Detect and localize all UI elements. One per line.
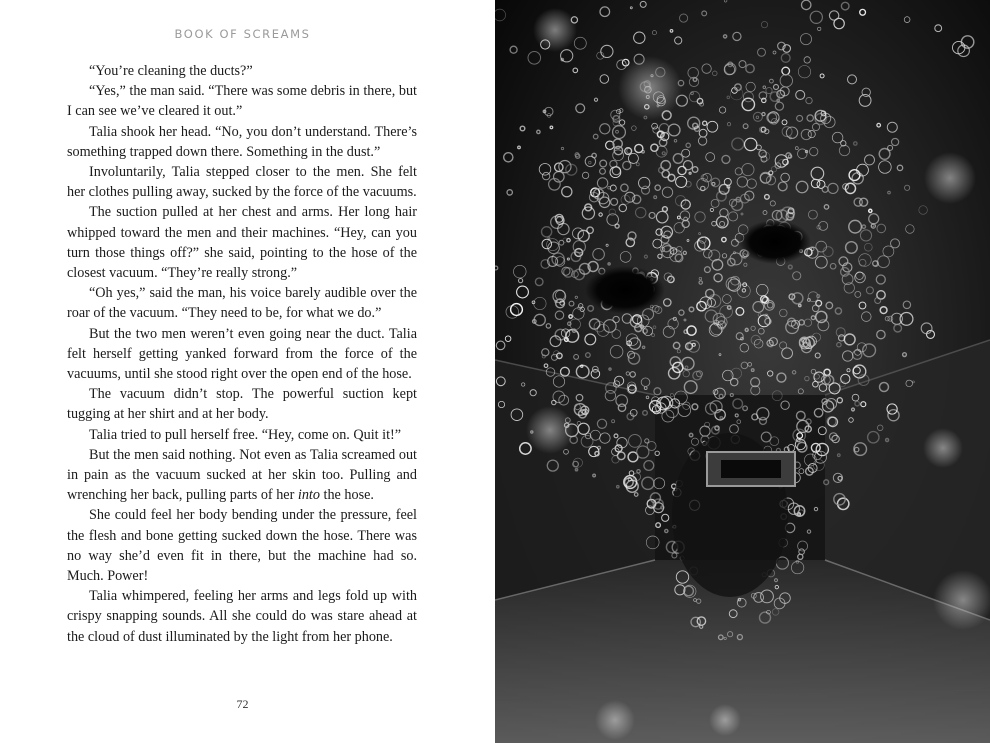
paragraph-text: “Oh yes,” said the man, his voice barely audible over the roar of the vacuum. “They need to be, for what we do.” — [67, 285, 417, 322]
page-number: 72 — [236, 697, 249, 711]
paragraph — [67, 162, 417, 202]
italic-emphasis: into — [297, 487, 320, 504]
bokeh-light — [595, 700, 635, 740]
paragraph-text: Talia tried to pull herself free. “Hey, come on. Quit it!” — [89, 426, 402, 443]
paragraph-text: The vacuum didn’t stop. The powerful suction kept tugging at her shirt and at her body. — [67, 386, 417, 423]
paragraph-text: But the two men weren’t even going near the duct. Talia felt herself getting yanked forward from the force of the vacuums, until she stood right over the open end of the hose. — [67, 325, 417, 383]
paragraph — [67, 122, 417, 162]
paragraph — [67, 425, 417, 445]
body-text — [67, 61, 417, 647]
paragraph-text: Talia whimpered, feeling her arms and legs fold up with crispy snapping sounds. All she could do was stare ahead at the cloud of dust illuminated by the light from her phone. — [67, 588, 417, 645]
paragraph — [67, 586, 417, 647]
running-head: BOOK OF SCREAMS — [174, 27, 311, 41]
paragraph — [67, 81, 417, 121]
paragraph — [67, 445, 417, 506]
paragraph-text: The suction pulled at her chest and arms. Her long hair whipped toward the men and their machines. “Hey, can you turn those things off?” she said, pointing to the hose of the closest vacuum. “They’re really strong.” — [67, 204, 417, 282]
bokeh-light — [709, 704, 741, 736]
paragraph-text: “You’re cleaning the ducts?” — [89, 63, 253, 79]
paragraph-text: Involuntarily, Talia stepped closer to the men. She felt her clothes pulling away, sucked by the force of the vacuums. — [67, 164, 417, 201]
paragraph-text: “Yes,” the man said. “There was some debris in there, but I can see we’ve cleared it out.” — [67, 83, 417, 120]
paragraph — [67, 202, 417, 283]
bokeh-light — [533, 8, 577, 52]
dust-face-illustration — [495, 0, 990, 743]
mouth-duct — [707, 452, 795, 486]
paragraph-text: the hose. — [319, 487, 374, 504]
paragraph — [67, 61, 417, 81]
paragraph — [67, 324, 417, 385]
left-eye-socket — [585, 266, 665, 314]
bokeh-light — [924, 152, 976, 204]
paragraph-text: Talia shook her head. “No, you don’t understand. There’s something trapped down there. Something in the dust.” — [67, 123, 417, 160]
paragraph-text: She could feel her body bending under the pressure, feel the flesh and bone getting sucked down the hose. There was no way she’d even fit in there, but the machine had so. Much. Power! — [67, 507, 417, 585]
bokeh-light — [526, 406, 574, 454]
paragraph-text: But the men said nothing. Not even as Talia screamed out in pain as the vacuum sucked at her skin too. Pulling and wrenching her back, pulling parts of her — [67, 446, 417, 504]
bokeh-light — [923, 428, 963, 468]
paragraph — [67, 505, 417, 586]
paragraph — [67, 283, 417, 323]
paragraph — [67, 384, 417, 424]
right-eye-socket — [739, 220, 811, 264]
illustration-page — [495, 0, 990, 743]
